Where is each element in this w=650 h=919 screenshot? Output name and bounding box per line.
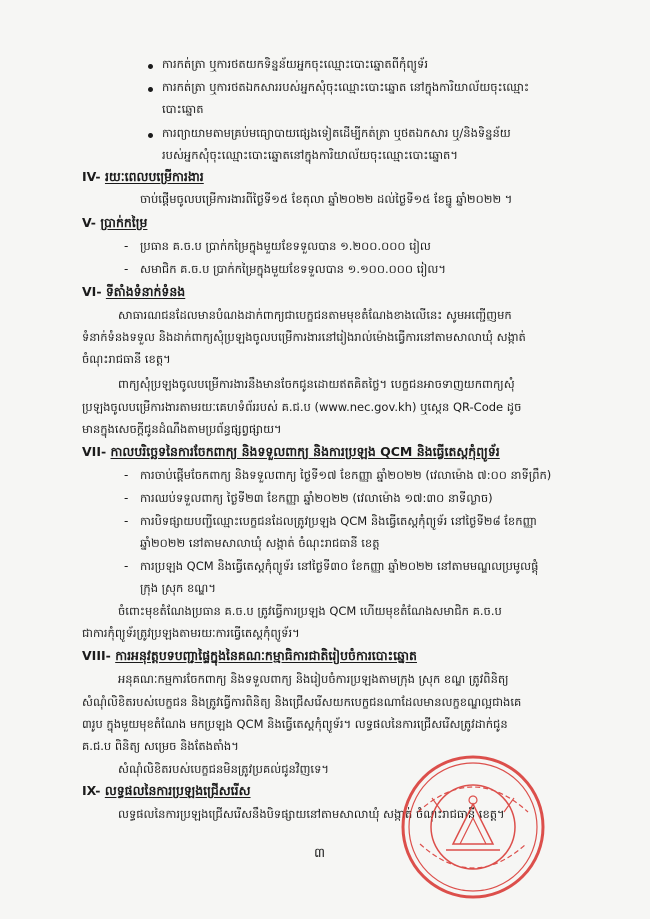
section-9-number: IX-: [82, 783, 101, 798]
section-9-heading: [82, 782, 251, 800]
section-7-heading: [82, 443, 500, 461]
intro-bullet-2: ការកត់ត្រា ឬការថតឯកសាររបស់អ្នកសុំចុះឈ្មោះបោះឆ្នោត នៅក្នុងការិយាល័យចុះឈ្មោះ: [162, 80, 530, 94]
section-4-text: ចាប់ផ្តើមចូលបម្រើការងារពីថ្ងៃទី១៥ ខែតុលា ឆ្នាំ២០២២ ដល់ថ្ងៃទី១៥ ខែធ្នូ ឆ្នាំ២០២២ ។: [140, 192, 513, 206]
section-6-heading: [82, 283, 185, 301]
intro-bullet-3: ការព្យាយាមតាមគ្រប់មធ្យោបាយផ្សេងទៀតដើម្បីកត់ត្រា ឬថតឯកសារ ឬ/និងទិន្នន័យ: [162, 126, 511, 140]
dash-icon: -: [124, 262, 129, 276]
section-8-line-3: ៣រូប ក្នុងមួយមុខតំណែង មកប្រឡង QCM និងធ្វើតេស្តកុំព្យូទ័រ។ លទ្ធផលនៃការជ្រើសរើសត្រូវដាក់ជូន: [82, 717, 508, 731]
section-8-line-5: សំណុំលិខិតរបស់បេក្ខជនមិនត្រូវប្រគល់ជូនវិញទេ។: [118, 762, 329, 776]
section-8-title: ការអនុវត្តបទបញ្ជាផ្ទៃក្នុងនៃគណៈកម្មាធិការជាតិរៀបចំការបោះឆ្នោត: [115, 648, 417, 663]
section-7-note-2: ជាការកុំព្យូទ័រត្រូវប្រឡងតាមរយៈការធ្វើតេស្តកុំព្យូទ័រ។: [82, 626, 300, 640]
salary-member: សមាជិក គ.ច.ប ប្រាក់កម្រៃក្នុងមួយខែទទួលបាន ១.១០០.០០០ រៀល។: [140, 262, 446, 276]
section-6-number: VI-: [82, 284, 102, 299]
section-8-line-4: គ.ជ.ប ពិនិត្យ សម្រេច និងតែងតាំង។: [82, 739, 239, 753]
dash-icon: -: [124, 239, 129, 253]
section-6-title: ទីតាំងទំនាក់ទំនង: [105, 284, 186, 299]
official-seal-icon: [398, 752, 548, 902]
section-8-line-2: សំណុំលិខិតរបស់បេក្ខជន និងត្រូវធ្វើការពិនិត្យ និងជ្រើសរើសយកបេក្ខជនណាដែលមានលក្ខខណ្ឌល្អជាងគេ: [82, 695, 522, 709]
section-5-title: ប្រាក់កម្រៃ: [100, 215, 148, 230]
section-6-line-6: មានក្នុងសេចក្តីជូនដំណឹងតាមប្រព័ន្ធផ្សព្វផ្សាយ។: [82, 422, 282, 436]
section-6-line-5: ប្រឡងចូលបម្រើការងារតាមរយៈគេហទំព័ររបស់ គ.ជ.ប (www.nec.gov.kh) ឬស្កេន QR-Code ដូច: [82, 400, 522, 414]
section-6-line-4: ពាក្យសុំប្រឡងចូលបម្រើការងារនឹងមានចែកជូនដោយឥតគិតថ្លៃ។ បេក្ខជនអាចទាញយកពាក្យសុំ: [118, 377, 515, 391]
intro-bullet-3-cont: របស់អ្នកសុំចុះឈ្មោះបោះឆ្នោតនៅក្នុងការិយាល័យចុះឈ្មោះបោះឆ្នោត។: [162, 148, 458, 162]
section-9-text: លទ្ធផលនៃការប្រឡងជ្រើសរើសនឹងបិទផ្សាយនៅតាមសាលាឃុំ សង្កាត់ ចំណុះរាជធានី ខេត្ត។: [118, 807, 505, 821]
bullet-icon: [148, 87, 153, 92]
dash-icon: -: [124, 468, 129, 482]
bullet-icon: [148, 133, 153, 138]
schedule-start: ការចាប់ផ្តើមចែកពាក្យ និងទទួលពាក្យ ថ្ងៃទី១៧ ខែកញ្ញា ឆ្នាំ២០២២ (វេលាម៉ោង ៧:០០ នាទីព្រឹក): [140, 468, 552, 482]
schedule-posting: ការបិទផ្សាយបញ្ជីឈ្មោះបេក្ខជនដែលត្រូវប្រឡង QCM និងធ្វើតេស្តកុំព្យូទ័រ នៅថ្ងៃទី២៨ ខែកញ្ញា: [140, 514, 537, 528]
section-4-number: IV-: [82, 169, 101, 184]
section-7-number: VII-: [82, 444, 107, 459]
section-8-number: VIII-: [82, 648, 111, 663]
schedule-posting-cont: ឆ្នាំ២០២២ នៅតាមសាលាឃុំ សង្កាត់ ចំណុះរាជធានី ខេត្ត: [140, 536, 380, 550]
intro-bullet-1: ការកត់ត្រា ឬការថតយកទិន្នន័យអ្នកចុះឈ្មោះបោះឆ្នោតពីកុំព្យូទ័រ: [162, 57, 428, 71]
intro-bullet-2-cont: បោះឆ្នោត: [162, 102, 204, 116]
section-4-title: រយៈពេលបម្រើការងារ: [104, 169, 204, 184]
dash-icon: -: [124, 491, 129, 505]
section-8-heading: [82, 647, 417, 665]
dash-icon: -: [124, 514, 129, 528]
section-8-line-1: អនុគណៈកម្មការចែកពាក្យ និងទទួលពាក្យ និងរៀបចំការប្រឡងតាមក្រុង ស្រុក ខណ្ឌ ត្រូវពិនិត្យ: [118, 672, 509, 686]
dash-icon: -: [124, 559, 129, 573]
section-4-heading: [82, 168, 204, 186]
section-6-line-1: សាធារណជនដែលមានបំណងដាក់ពាក្យជាបេក្ខជនតាមមុខតំណែងខាងលើនេះ សូមអញ្ជើញមក: [118, 308, 512, 322]
schedule-exam-cont: ក្រុង ស្រុក ខណ្ឌ។: [140, 581, 216, 595]
schedule-exam: ការប្រឡង QCM និងធ្វើតេស្តកុំព្យូទ័រ នៅថ្ងៃទី៣០ ខែកញ្ញា ឆ្នាំ២០២២ នៅតាមមណ្ឌលប្រមូលផ្តុំ: [140, 559, 539, 573]
page-number: ៣: [314, 846, 326, 861]
section-5-heading: [82, 214, 147, 232]
salary-president: ប្រធាន គ.ច.ប ប្រាក់កម្រៃក្នុងមួយខែទទួលបាន ១.២០០.០០០ រៀល: [140, 239, 431, 253]
section-7-title: កាលបរិច្ឆេទនៃការចែកពាក្យ និងទទួលពាក្យ និងការប្រឡង QCM និងធ្វើតេស្តកុំព្យូទ័រ: [110, 444, 500, 459]
section-9-title: លទ្ធផលនៃការប្រឡងជ្រើសរើស: [104, 783, 251, 798]
bullet-icon: [148, 64, 153, 69]
section-6-line-2: ទំនាក់ទំនងទទួល និងដាក់ពាក្យសុំប្រឡងចូលបម្រើការងារនៅរៀងរាល់ម៉ោងធ្វើការនៅតាមសាលាឃុំ សង្កាត់: [82, 330, 526, 344]
section-7-note-1: ចំពោះមុខតំណែងប្រធាន គ.ច.ប ត្រូវធ្វើការប្រឡង QCM ហើយមុខតំណែងសមាជិក គ.ច.ប: [118, 604, 502, 618]
section-6-line-3: ចំណុះរាជធានី ខេត្ត។: [82, 352, 171, 366]
section-5-number: V-: [82, 215, 96, 230]
schedule-stop: ការឈប់ទទួលពាក្យ ថ្ងៃទី២៣ ខែកញ្ញា ឆ្នាំ២០២២ (វេលាម៉ោង ១៧:៣០ នាទីល្ងាច): [140, 491, 493, 505]
